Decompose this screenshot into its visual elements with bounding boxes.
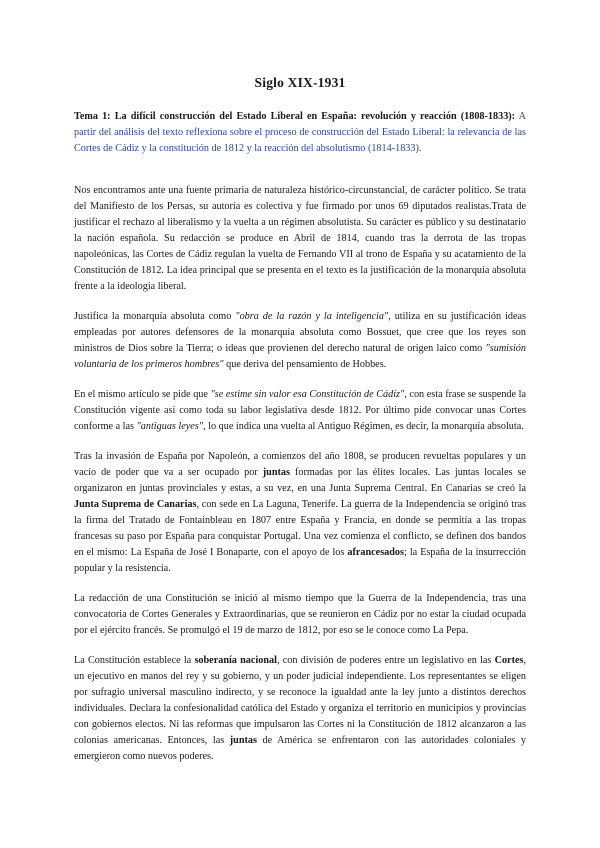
text-run: , lo que indica una vuelta al Antiguo Régimen, es decir, la monarquía absoluta. <box>203 421 524 432</box>
text-run: , utiliza en su justificación ideas empleadas por autores defensores de la monarquía absoluta como Bossuet, que cree que los reyes son ministros de Dios sobre la Tierra; o ideas que provienen del derecho natural de origen laico como <box>74 311 527 354</box>
text-run: Tras la invasión de España por Napoleón, a comienzos del año 1808, se producen revueltas populares y un vacío de poder que va a ser ocupado por <box>74 451 526 478</box>
bold-term: juntas <box>229 735 257 746</box>
bold-term: Cortes <box>494 655 524 666</box>
text-run: , con sede en La Laguna, Tenerife. La guerra de la Independencia se originó tras la firma del Tratado de Fontainbleau en 1807 entre España y Francia, en donde se permitía a las tropas francesas su paso por España para conquistar Portugal. Una vez comienza el conflicto, se definen dos bandos en el mismo: La España de José I Bonaparte, con el apoyo de los <box>74 499 526 558</box>
text-run: , con esta frase se suspende la Constitución vigente así como toda su labor legislativa desde 1812. Por último pide convocar unas Cortes conforme a las <box>74 389 526 432</box>
page-title: Siglo XIX-1931 <box>254 75 346 90</box>
topic-intro <box>74 109 526 157</box>
quote: "sumisión voluntaria de los primeros hombres" <box>74 343 526 370</box>
text-run: , un ejecutivo en manos del rey y su gobierno, y un poder judicial independiente. Los representantes se eligen por sufragio universal masculino indirecto, y se reconoce la igualdad ante la ley junto a distintos derechos individuales. Declara la confesionalidad católica del Estado y organiza el territorio en municipios y provincias con gobiernos electos. Ni las reformas que impulsaron las Cortes ni la Constitución de 1812 alcanzaron a las colonias americanas. Entonces, las <box>74 655 527 746</box>
topic-heading: Tema 1: La difícil construcción del Estado Liberal en España: revolución y reacción (1808-1833): <box>74 111 516 122</box>
paragraph-constitution-content <box>74 653 526 765</box>
topic-prompt: A partir del análisis del texto reflexiona sobre el proceso de construcción del Estado Liberal: la relevancia de las Cortes de Cádiz y la constitución de 1812 y la reacción del absolutismo (1814-1833). <box>74 111 526 154</box>
quote: "se estime sin valor esa Constitución de Cádiz" <box>210 389 405 400</box>
paragraph-napoleon-invasion <box>74 449 526 577</box>
text-run: La Constitución establece la <box>74 655 195 666</box>
bold-term: afrancesados <box>347 547 404 558</box>
quote: "obra de la razón y la inteligencia" <box>235 311 389 322</box>
text-run: ; la España de la insurrección popular y la resistencia. <box>74 547 526 574</box>
bold-term: juntas <box>262 467 290 478</box>
document-body <box>74 109 526 779</box>
paragraph-source-analysis: Nos encontramos ante una fuente primaria de naturaleza histórico-circunstancial, de carácter político. Se trata del Manifiesto de los Persas, su autoría es colectiva y fue firmado por unos 69 diputados realistas.Trata de justificar el rechazo al liberalismo y la vuelta a un régimen absolutista. Su carácter es público y su destinatario la nación española. Su redacción se produce en Abril de 1814, cuando tras la derrota de las tropas napoleónicas, las Cortes de Cádiz regulan la vuelta de Fernando VII al trono de España y su acatamiento de la Constitución de 1812. La idea principal que se presenta en el texto es la justificación de la monarquía absoluta frente a la ideología liberal. <box>74 185 526 292</box>
paragraph-constitution-drafting: La redacción de una Constitución se inició al mismo tiempo que la Guerra de la Independencia, tras una convocatoria de Cortes Generales y Extraordinarias, que se reunieron en Cádiz por no estar la ciudad ocupada por el ejército francés. Se promulgó el 19 de marzo de 1812, por eso se le conoce como La Pepa. <box>74 593 526 636</box>
bold-term: soberanía nacional <box>194 655 277 666</box>
text-run: En el mismo artículo se pide que <box>74 389 211 400</box>
bold-term: Junta Suprema de Canarias <box>74 499 197 510</box>
text-run: que deriva del pensamiento de Hobbes. <box>223 359 387 370</box>
text-run: formadas por las élites locales. Las juntas locales se organizaron en juntas provinciales y estas, a su vez, en una Junta Suprema Central. En Canarias se creó la <box>74 467 526 494</box>
paragraph-constitution-suspension <box>74 387 526 435</box>
paragraph-absolute-monarchy <box>74 309 526 373</box>
text-run: de América se enfrentaron con las autoridades coloniales y emergieron como nuevos poderes. <box>74 735 526 762</box>
quote: "antiguas leyes" <box>136 421 204 432</box>
text-run: , con división de poderes entre un legislativo en las <box>276 655 495 666</box>
text-run: Justifica la monarquía absoluta como <box>74 311 236 322</box>
